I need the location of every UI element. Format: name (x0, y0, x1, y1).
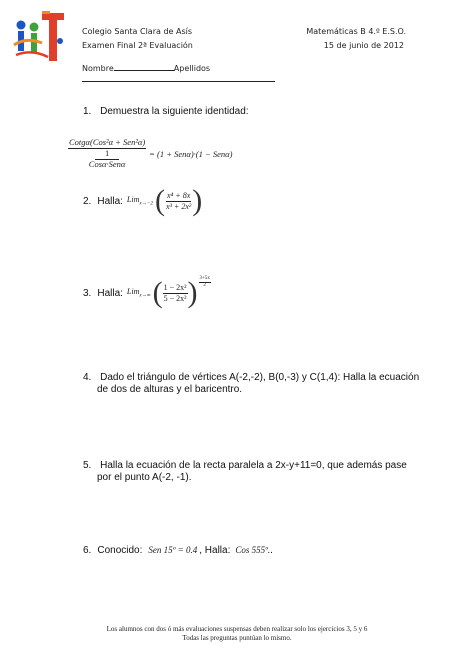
school-logo (12, 11, 70, 67)
question-number: 2. (83, 195, 92, 207)
limit-denominator: 5 − 2x² (163, 293, 187, 303)
question-text-line2: por el punto A(-2, -1). (97, 472, 192, 483)
surname-blank[interactable] (82, 73, 275, 82)
target-expression: Cos 555º. (235, 545, 271, 555)
identity-inner-denominator: Cosα·Senα (88, 158, 126, 169)
school-name: Colegio Santa Clara de Asís (82, 27, 193, 36)
limit-numerator: 1 − 2x² (163, 283, 187, 293)
name-blank[interactable] (114, 62, 174, 71)
identity-inner-numerator: 1 (95, 149, 119, 160)
question-4 (83, 372, 423, 396)
subject-title: Matemáticas B 4.º E.S.O. (306, 27, 406, 36)
question-number: 5. (83, 460, 92, 471)
surname-label: Apellidos (173, 64, 211, 73)
question-number: 1. (83, 106, 92, 117)
footer-note: Los alumnos con dos ó más evaluaciones suspensas deben realizar solo los ejercicios 3, 5 y 6 (106, 625, 368, 633)
given-value: Sen 15º = 0.4 (148, 545, 198, 555)
identity-numerator: Cotgα(Cos²α + Sen²α) (69, 137, 146, 147)
footer-scoring: Todas las preguntas puntúan lo mismo. (182, 634, 292, 642)
question-3: 3. Halla: Lim$_{x\to\infty}$ ( $\frac{\text{1 − 2x²}}{\text{5 − 2x²}}$ ) $\frac{3+5x}{2}$ (83, 276, 210, 309)
question-text: Conocido: (97, 545, 143, 556)
question-number: 6. (83, 545, 92, 556)
name-line[interactable] (82, 62, 394, 74)
limit-numerator: x⁴ + 8x (166, 191, 191, 201)
question-6 (83, 545, 273, 556)
question-text-b: , Halla: (199, 545, 231, 556)
question-number: 4. (83, 372, 92, 383)
question-number: 3. (83, 287, 92, 299)
identity-formula (68, 138, 232, 169)
question-2: 2. Halla: Lim$_{x\to-2}$ ( $\frac{\text{x⁴ + 8x}}{\text{x³ + 2x²}}$ ) (83, 184, 203, 217)
question-1 (83, 106, 249, 117)
exam-date: 15 de junio de 2012 (323, 41, 404, 50)
question-text-line1: Dado el triángulo de vértices A(-2,-2), B(0,-3) y C(1,4): Halla la ecuación (100, 372, 420, 383)
limit-operator: Lim$_{x\to-2}$ (126, 195, 153, 207)
limit-exponent: $\frac{3+5x}{2}$ (199, 276, 210, 288)
question-text: Halla: (97, 287, 123, 299)
question-text: Demuestra la siguiente identidad: (100, 106, 249, 117)
question-text-line1: Halla la ecuación de la recta paralela a 2x-y+11=0, que además pase (100, 460, 407, 471)
limit-operator: Lim$_{x\to\infty}$ (126, 287, 151, 299)
question-tail: . (270, 545, 273, 556)
question-text: Halla: (97, 195, 123, 207)
question-5 (83, 460, 423, 484)
limit-denominator: x³ + 2x² (165, 201, 192, 211)
name-label: Nombre (82, 64, 114, 73)
question-text-line2: de dos de alturas y el baricentro. (97, 384, 243, 395)
exam-title: Examen Final 2ª Evaluación (82, 41, 193, 50)
identity-rhs: = (1 + Senα)·(1 − Senα) (149, 148, 233, 159)
